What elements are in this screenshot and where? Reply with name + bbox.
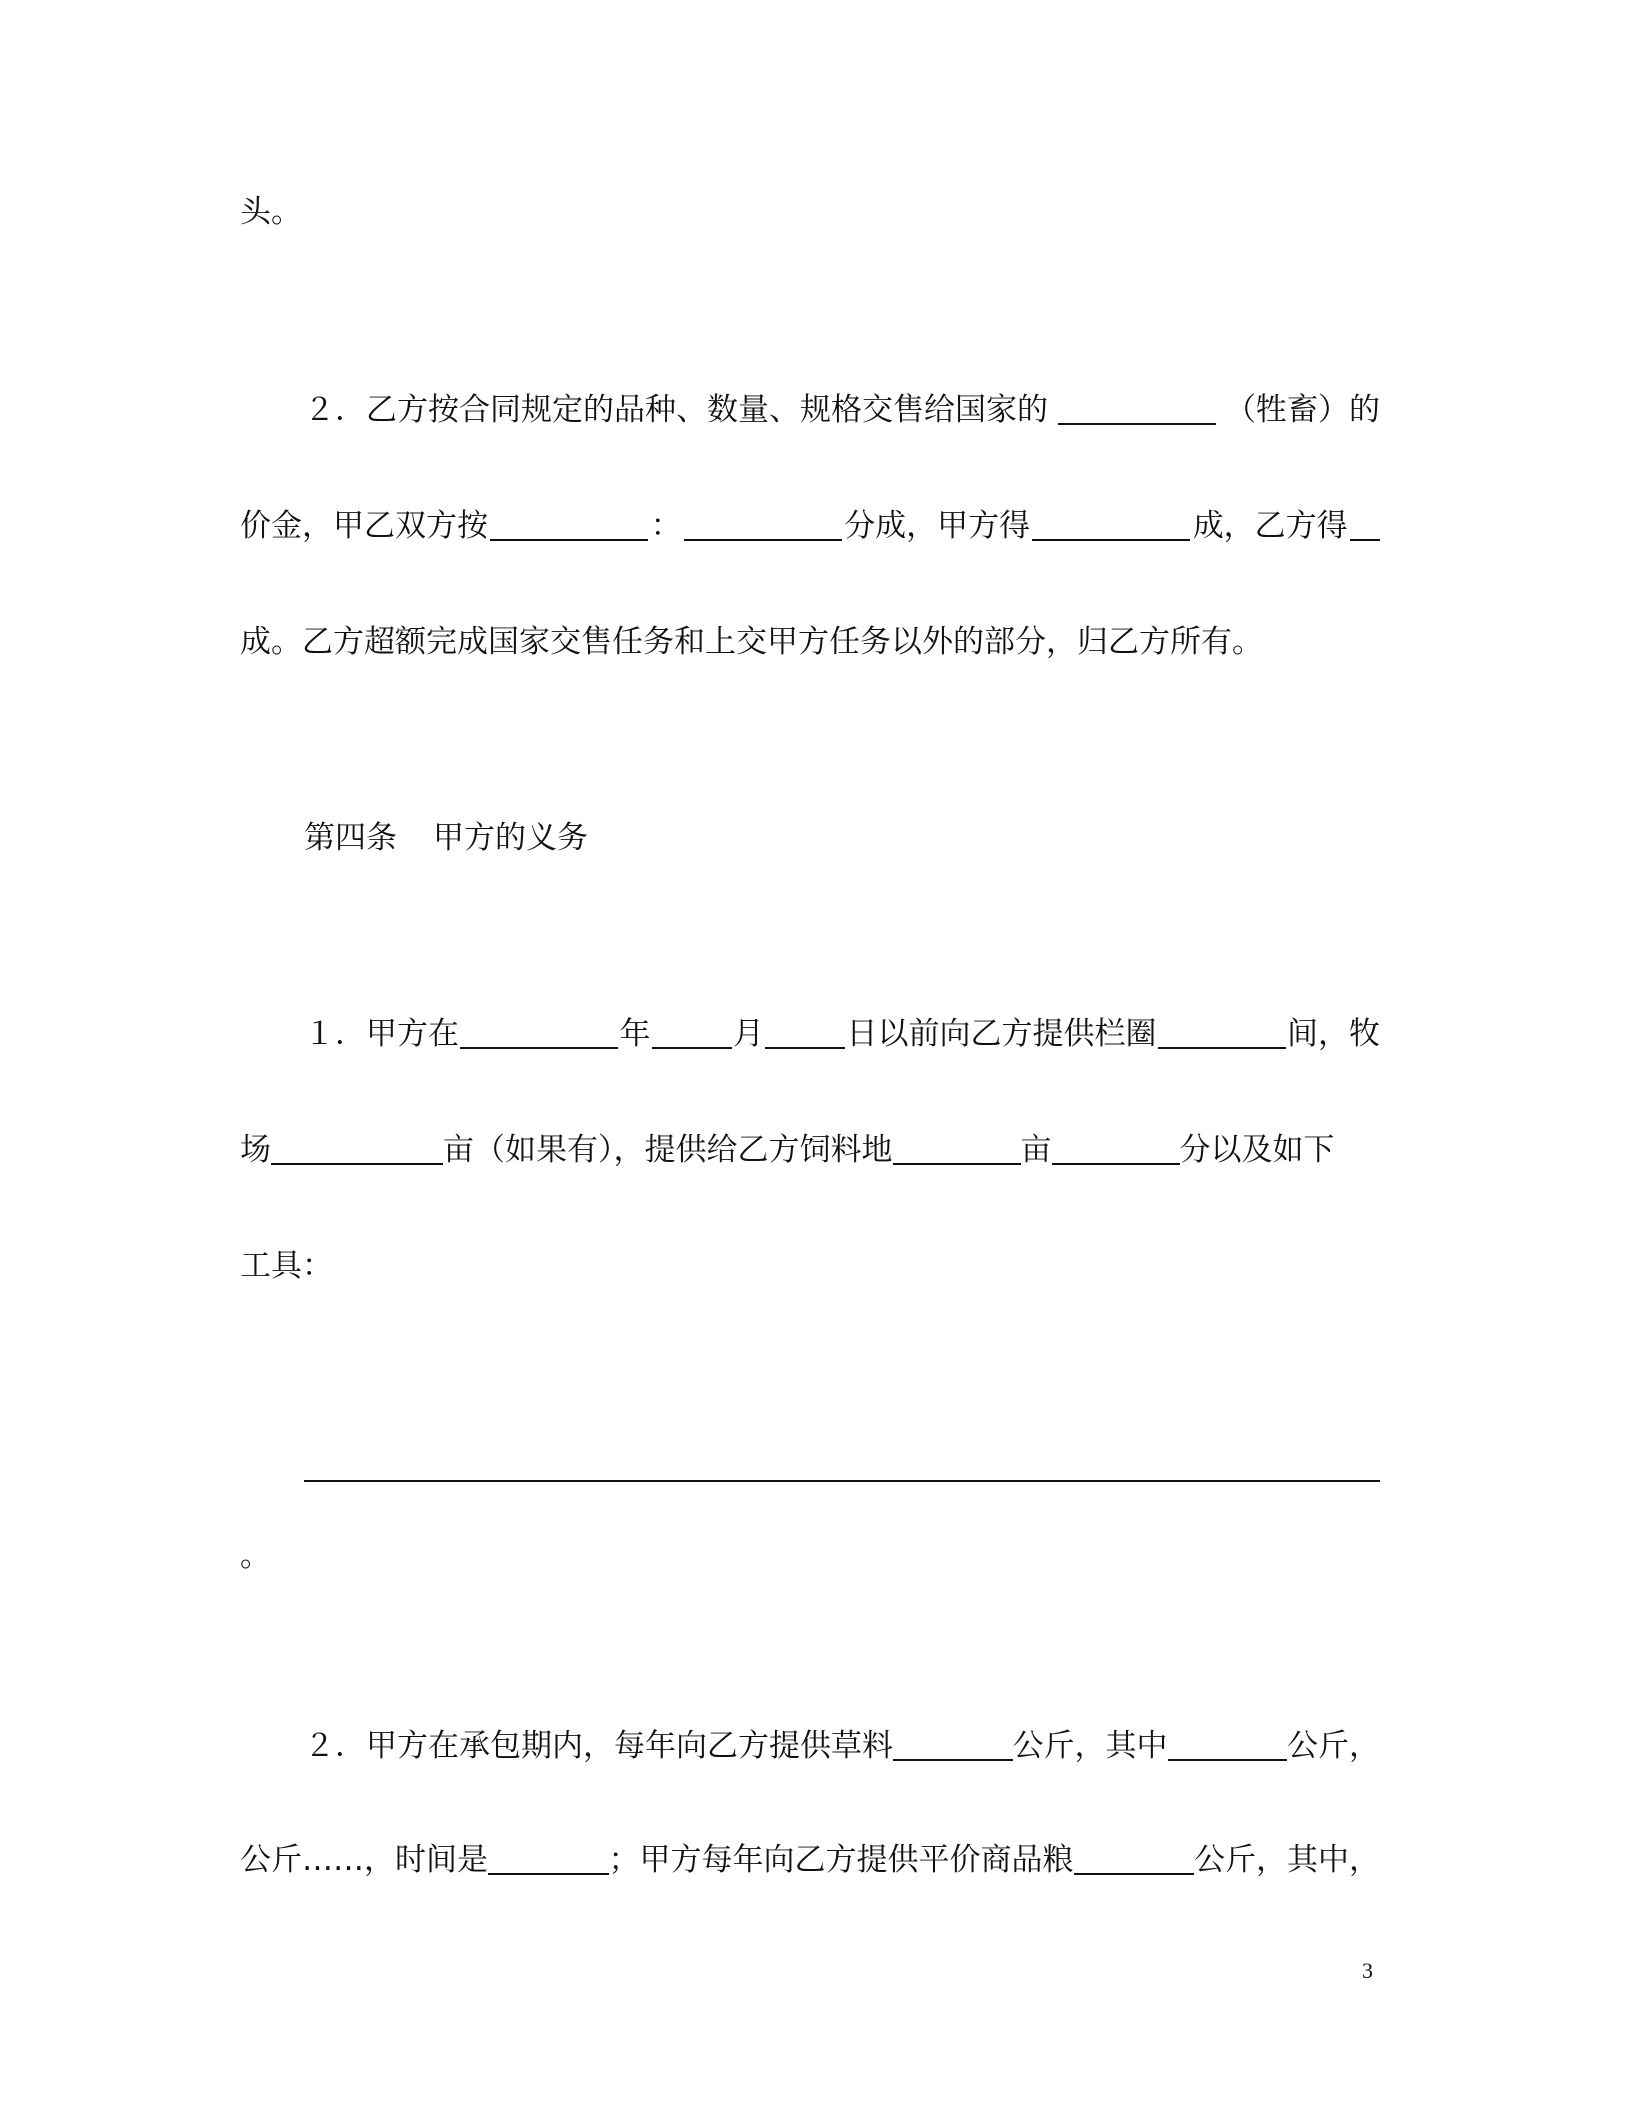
fill-blank-feed-land-mu[interactable] [893, 1135, 1021, 1165]
text: 分成，甲方得 [844, 508, 1031, 544]
fill-blank-forage-part[interactable] [1168, 1731, 1288, 1761]
fill-blank-tools-list[interactable] [304, 1480, 1380, 1482]
text: ；甲方每年向乙方提供平价商品粮 [608, 1842, 1074, 1878]
fill-blank-livestock[interactable] [1058, 395, 1216, 425]
fill-blank-forage-total[interactable] [893, 1731, 1013, 1761]
article-title: 甲方的义务 [433, 820, 588, 856]
clause-4-1-line-2 [240, 1120, 1380, 1180]
article-number: 第四条 [304, 820, 397, 856]
text: 公斤，其中 [1012, 1728, 1168, 1764]
text: ２．乙方按合同规定的品种、数量、规格交售给国家的 [304, 392, 1048, 428]
clause-4-2-line-1 [304, 1716, 1380, 1776]
fill-blank-month[interactable] [652, 1019, 732, 1049]
text: 亩 [1020, 1132, 1052, 1168]
text: 分以及如下 [1179, 1132, 1335, 1168]
text: 价金，甲乙双方按 [240, 508, 488, 544]
clause-3-2-line-3 [240, 612, 1380, 672]
fill-blank-party-a-share[interactable] [1032, 511, 1190, 541]
clause-4-1-line-3 [240, 1236, 1380, 1296]
text: 间，牧 [1287, 1016, 1380, 1052]
text: 。 [240, 1538, 271, 1574]
text: 公斤， [1287, 1728, 1380, 1764]
fill-blank-grain-total[interactable] [1074, 1845, 1195, 1875]
text: 工具： [240, 1248, 333, 1284]
clause-3-2-line-1 [304, 380, 1380, 440]
article-4-heading [304, 808, 1380, 868]
text: 公斤……，时间是 [240, 1842, 488, 1878]
fill-blank-day[interactable] [765, 1019, 845, 1049]
fill-blank-ratio-b[interactable] [684, 511, 842, 541]
clause-4-1-line-1 [304, 1004, 1380, 1064]
clause-4-1-line-end [240, 1526, 1380, 1586]
fill-blank-ratio-a[interactable] [490, 511, 648, 541]
fill-blank-pens[interactable] [1158, 1019, 1286, 1049]
text: ２．甲方在承包期内，每年向乙方提供草料 [304, 1728, 893, 1764]
clause-3-2-line-2 [240, 496, 1380, 556]
text: 场 [240, 1132, 271, 1168]
text: 亩（如果有），提供给乙方饲料地 [443, 1132, 893, 1168]
text: ： [650, 508, 682, 544]
text: 公斤，其中， [1194, 1842, 1380, 1878]
fill-blank-party-b-share[interactable] [1350, 511, 1380, 541]
fill-blank-feed-land-fen[interactable] [1052, 1135, 1180, 1165]
text: （牲畜）的 [1225, 392, 1380, 428]
text: １．甲方在 [304, 1016, 459, 1052]
text: 头。 [240, 194, 302, 230]
page-number: 3 [1362, 1958, 1373, 1983]
fill-blank-year[interactable] [460, 1019, 618, 1049]
text: 成。乙方超额完成国家交售任务和上交甲方任务以外的部分，归乙方所有。 [240, 624, 1263, 660]
text: 年 [619, 1016, 651, 1052]
clause-4-2-line-2 [240, 1830, 1380, 1890]
fill-blank-pasture-area[interactable] [271, 1135, 443, 1165]
text-line [240, 182, 1380, 242]
fill-blank-time[interactable] [488, 1845, 609, 1875]
text: 月 [733, 1016, 764, 1052]
text: 日以前向乙方提供栏圈 [846, 1016, 1157, 1052]
text: 成，乙方得 [1192, 508, 1348, 544]
